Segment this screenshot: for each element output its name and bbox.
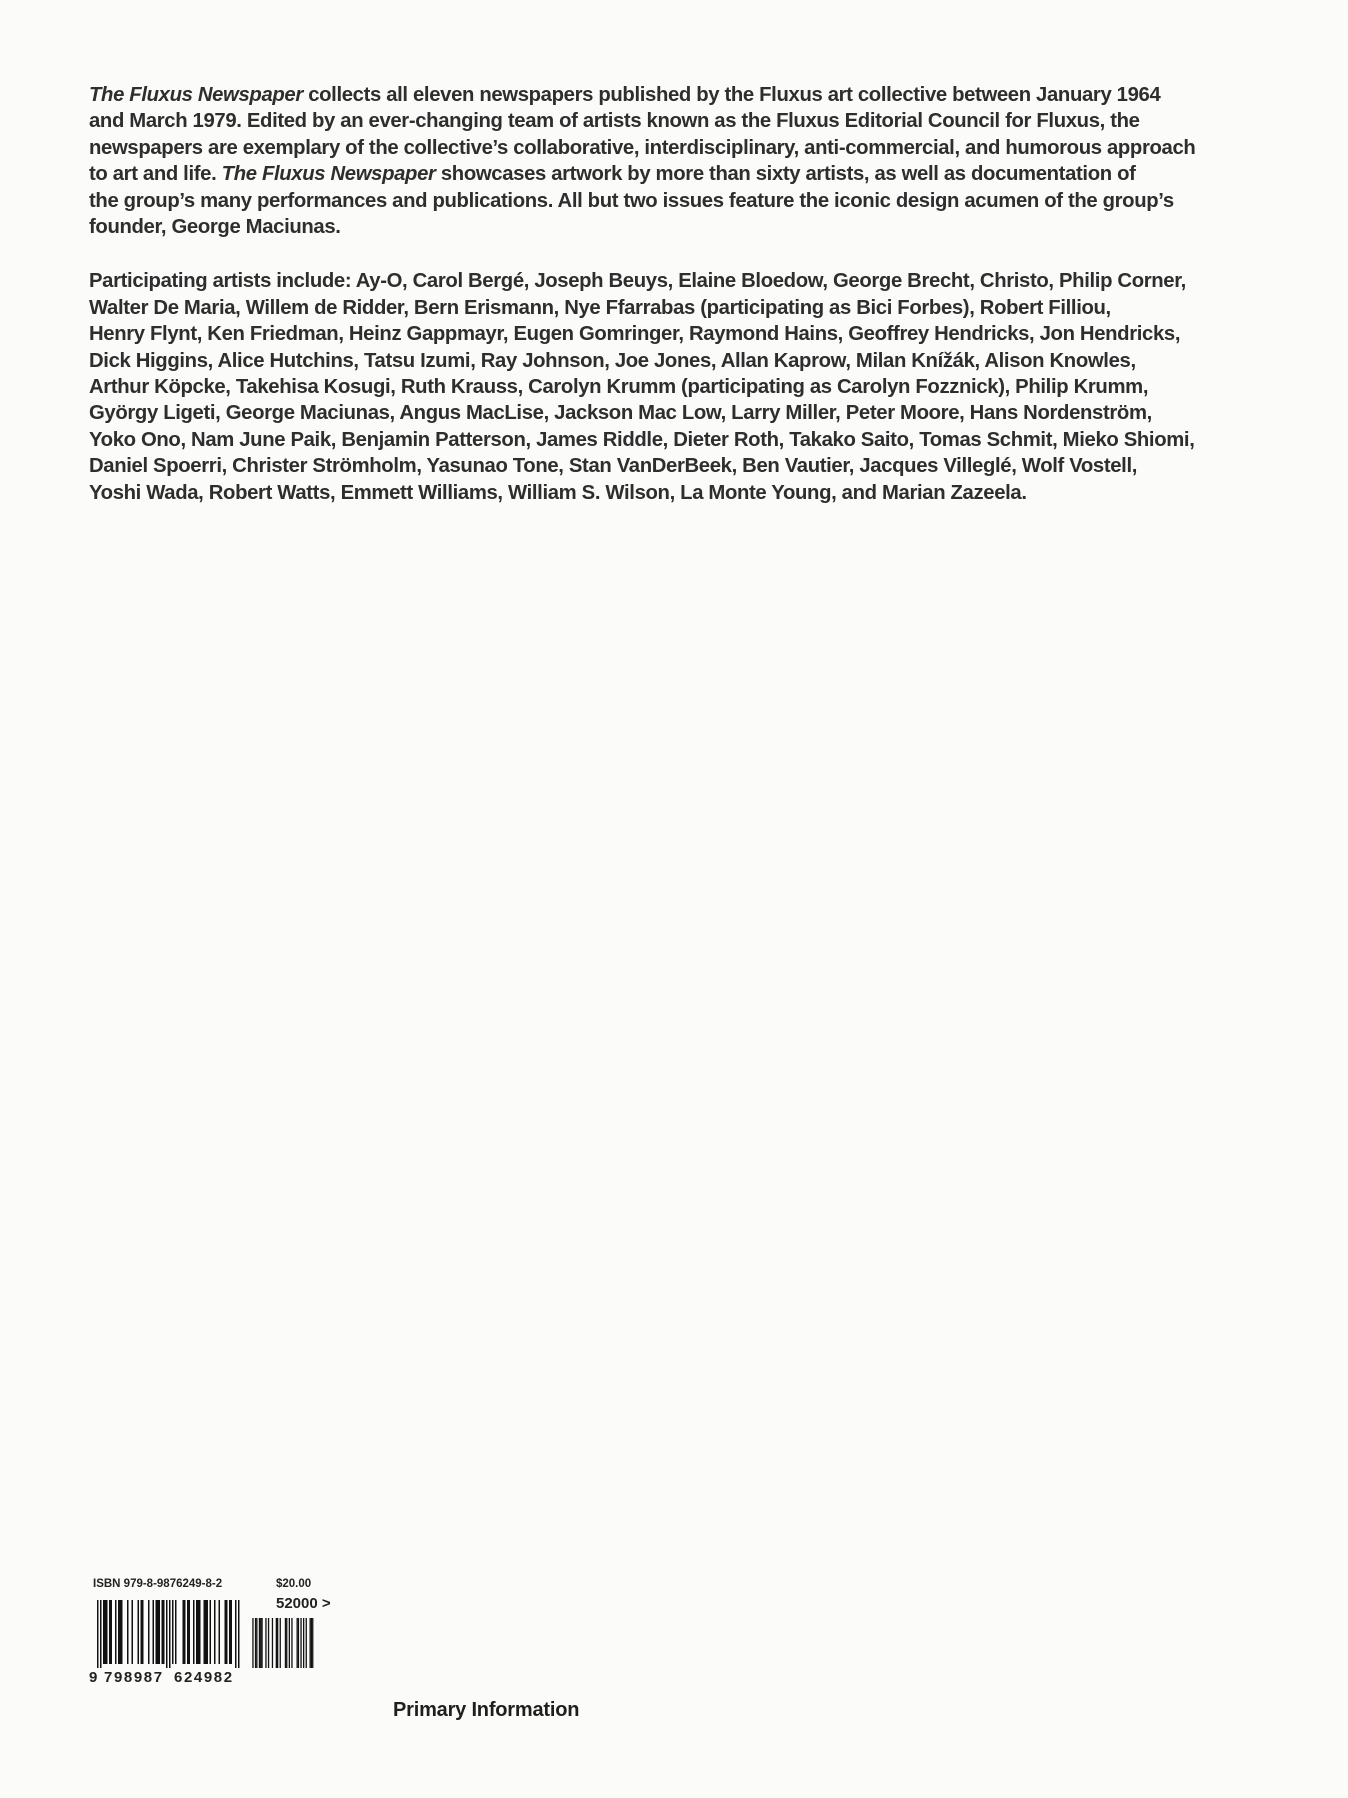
barcode-bar: [297, 1618, 298, 1668]
barcode-bar: [169, 1600, 171, 1668]
barcode-bar: [268, 1618, 269, 1668]
barcode-bar: [103, 1600, 105, 1664]
barcode-bar: [260, 1618, 261, 1668]
barcode-bar: [172, 1600, 174, 1664]
barcode-bar: [289, 1618, 290, 1668]
barcode-bar: [138, 1600, 140, 1664]
barcode-bar: [189, 1600, 191, 1664]
artists-line: Daniel Spoerri, Christer Strömholm, Yasunao Tone, Stan VanDerBeek, Ben Vautier, Jacques Villeglé, Wolf Vostell,: [89, 455, 1138, 478]
barcode-bar: [175, 1600, 177, 1664]
artists-line: Dick Higgins, Alice Hutchins, Tatsu Izumi, Ray Johnson, Joe Jones, Allan Kaprow, Milan Knížák, Alison Knowles,: [89, 349, 1136, 372]
description-line: [89, 108, 1279, 134]
price-label: $20.00: [276, 1578, 312, 1590]
barcode-bar: [184, 1600, 186, 1664]
barcode-bar: [121, 1600, 123, 1664]
barcode-bar: [298, 1618, 299, 1668]
addon-code: 52000 >: [276, 1595, 331, 1612]
barcode-bar: [252, 1618, 253, 1668]
artists-line: György Ligeti, George Maciunas, Angus MacLise, Jackson Mac Low, Larry Miller, Peter Moore, Hans Nordenström,: [89, 402, 1152, 425]
description-text: showcases artwork by more than sixty artists, as well as documentation of: [435, 163, 1136, 186]
barcode-right-digits: 624982: [174, 1669, 234, 1686]
description-text: and March 1979. Edited by an ever-changing team of artists known as the Fluxus Editorial Council for Fluxus, the: [89, 110, 1140, 133]
barcode-bar: [148, 1600, 150, 1664]
title-italic: The Fluxus Newspaper: [221, 163, 436, 186]
barcode-bar: [280, 1618, 281, 1668]
description-line: [89, 135, 1279, 161]
barcode-bar: [276, 1618, 277, 1668]
barcode-bar: [132, 1600, 134, 1664]
isbn-label: ISBN 979-8-9876249-8-2: [93, 1578, 223, 1590]
barcode-bar: [118, 1600, 120, 1664]
barcode-bar: [238, 1600, 240, 1668]
barcode-bar: [306, 1618, 307, 1668]
barcode-bar: [166, 1600, 168, 1668]
barcode-bar: [291, 1618, 292, 1668]
barcode-bar: [261, 1618, 262, 1668]
barcode-bar: [286, 1618, 287, 1668]
barcode-bar: [303, 1618, 304, 1668]
barcode-bar: [97, 1600, 99, 1668]
barcode-bar: [157, 1600, 159, 1664]
barcode-block: [91, 1578, 351, 1698]
barcode-first-digit: 9: [89, 1669, 98, 1686]
barcode-bar: [311, 1618, 312, 1668]
barcode-bar: [300, 1618, 301, 1668]
barcode-bar: [225, 1600, 227, 1664]
description-line: [89, 82, 1279, 108]
description-text: collects all eleven newspapers published by the Fluxus art collective between January 1964: [302, 84, 1161, 106]
barcode-bar: [198, 1600, 200, 1664]
description-line: [89, 214, 1279, 240]
barcode-bar: [163, 1600, 165, 1664]
barcode-bar: [277, 1618, 278, 1668]
description-text: to art and life.: [89, 163, 222, 186]
artists-line: Participating artists include: Ay-O, Carol Bergé, Joseph Beuys, Elaine Bloedow, George Brecht, Christo, Philip Corner,: [89, 270, 1186, 293]
barcode-bar: [235, 1600, 237, 1668]
artists-line: Yoko Ono, Nam June Paik, Benjamin Patterson, James Riddle, Dieter Roth, Takako Saito, Tomas Schmit, Mieko Shiomi,: [89, 428, 1195, 451]
artists-line: Arthur Köpcke, Takehisa Kosugi, Ruth Krauss, Carolyn Krumm (participating as Carolyn Fozznick), Philip Krumm,: [89, 376, 1149, 399]
barcode-bar: [127, 1600, 129, 1664]
barcode-bar: [153, 1600, 155, 1664]
barcode-bar: [162, 1600, 164, 1664]
barcode-bar: [141, 1600, 143, 1664]
barcode-bar: [156, 1600, 158, 1664]
barcode-bar: [285, 1618, 286, 1668]
barcode-bar: [120, 1600, 122, 1664]
barcode-bar: [214, 1600, 216, 1664]
artists-line: Walter De Maria, Willem de Ridder, Bern Erismann, Nye Ffarrabas (participating as Bici Forbes), Robert Filliou,: [89, 296, 1111, 319]
barcode-bar: [219, 1600, 221, 1664]
ean13-barcode: [91, 1600, 243, 1668]
barcode-bar: [109, 1600, 111, 1664]
barcode-bar: [226, 1600, 228, 1664]
barcode-bar: [205, 1600, 207, 1664]
artists-line: Henry Flynt, Ken Friedman, Heinz Gappmayr, Eugen Gomringer, Raymond Hains, Geoffrey Hendricks, Jon Hendricks,: [89, 323, 1181, 346]
barcode-bar: [183, 1600, 185, 1664]
barcode-bar: [312, 1618, 313, 1668]
barcode-bar: [204, 1600, 206, 1664]
description-text: founder, George Maciunas.: [89, 216, 341, 239]
barcode-bar: [196, 1600, 198, 1664]
description-paragraph: [89, 82, 1279, 240]
description-line: [89, 161, 1279, 187]
barcode-bar: [231, 1600, 233, 1664]
barcode-bar: [210, 1600, 212, 1664]
barcode-bar: [265, 1618, 266, 1668]
barcode-bar: [111, 1600, 113, 1664]
barcode-bar: [259, 1618, 260, 1668]
barcode-bar: [199, 1600, 201, 1664]
barcode-bar: [207, 1600, 209, 1664]
barcode-bar: [310, 1618, 311, 1668]
barcode-bar: [193, 1600, 195, 1664]
barcode-bar: [115, 1600, 117, 1664]
barcode-bar: [106, 1600, 108, 1664]
description-line: [89, 188, 1279, 214]
title-italic: The Fluxus Newspaper: [89, 84, 303, 106]
cover-text: [89, 82, 1279, 534]
barcode-bar: [256, 1618, 257, 1668]
artists-line: Yoshi Wada, Robert Watts, Emmett Williams, William S. Wilson, La Monte Young, and Marian Zazeela.: [89, 481, 1027, 504]
barcode-bar: [159, 1600, 161, 1664]
price-addon-barcode: [251, 1618, 323, 1668]
description-text: newspapers are exemplary of the collective’s collaborative, interdisciplinary, anti-commercial, and humorous approach: [89, 136, 1196, 159]
barcode-bar: [100, 1600, 102, 1668]
barcode-bar: [255, 1618, 256, 1668]
barcode-bar: [142, 1600, 144, 1664]
publisher-name: Primary Information: [393, 1699, 580, 1721]
description-text: the group’s many performances and publications. All but two issues feature the iconic design acumen of the group’s: [89, 189, 1174, 212]
barcode-bar: [229, 1600, 231, 1664]
barcode-bar: [272, 1618, 273, 1668]
barcode-left-digits: 798987: [104, 1669, 164, 1686]
barcode-bar: [105, 1600, 107, 1664]
artists-paragraph: [89, 268, 1279, 506]
barcode-bar: [187, 1600, 189, 1664]
